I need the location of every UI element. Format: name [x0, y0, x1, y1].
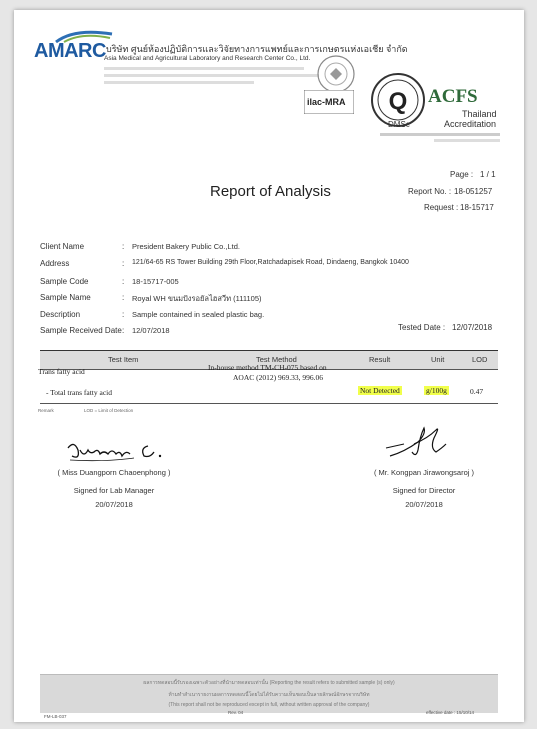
row-method-line-1: In-house method TM-CH-075 based on [208, 363, 327, 372]
report-page [14, 10, 524, 722]
field-colon: : [122, 259, 125, 268]
revision: Rev. 04 [228, 710, 244, 715]
right-signer-name: ( Mr. Kongpan Jirawongsaroj ) [373, 468, 475, 477]
effective-date: effective date : 15/10/14 [426, 710, 474, 715]
row-total-trans-fatty-acid-item: - Total trans fatty acid [46, 388, 112, 397]
header-result: Result [369, 355, 391, 364]
header-unit: Unit [431, 355, 445, 364]
address-line-3 [104, 81, 254, 84]
header-lod: LOD [472, 355, 488, 364]
page-value: 1 / 1 [480, 170, 496, 179]
footer-line-3: (This report shall not be reproduced except in full, without written approval of the company) [168, 702, 370, 708]
sample-name-value: Royal WH ขนมปังรอยัลไฮสวีท (111105) [132, 294, 262, 303]
ilac-mra-label: ilac-MRA [307, 97, 346, 107]
row-unit-value [424, 386, 449, 395]
sample-received-date-label: Sample Received Date [40, 326, 122, 335]
field-colon: : [122, 242, 125, 251]
right-signer-date: 20/07/2018 [405, 500, 443, 509]
accreditation-sub-line [434, 139, 500, 142]
header-test-method: Test Method [256, 355, 297, 364]
left-signature-icon [64, 438, 174, 464]
description-label: Description [40, 310, 81, 319]
address-line-1 [104, 67, 304, 70]
description-value: Sample contained in sealed plastic bag. [132, 310, 265, 319]
report-no-label: Report No. : [408, 187, 452, 196]
tested-date-label: Tested Date : [398, 323, 446, 332]
row-result-value [358, 386, 402, 395]
sample-name-label: Sample Name [40, 293, 91, 302]
row-method-line-2: AOAC (2012) 969.33, 996.06 [233, 373, 323, 382]
acfs-accreditation: Accreditation [444, 119, 497, 129]
unit-highlight: g/100g [426, 386, 447, 395]
ilac-mra-logo [304, 90, 354, 114]
address-value: 121/64-65 RS Tower Building 29th Floor,Ratchadapisek Road, Dindaeng, Bangkok 10400 [132, 259, 409, 266]
tested-date-value: 12/07/2018 [452, 323, 493, 332]
left-signer-role: Signed for Lab Manager [73, 486, 155, 495]
row-trans-fatty-acid-item: Trans fatty acid [38, 367, 85, 376]
page-label: Page : [450, 170, 474, 179]
sample-code-label: Sample Code [40, 277, 89, 286]
left-signer-name: ( Miss Duangporn Chaoenphong ) [57, 468, 171, 477]
acfs-logo: ACFS [428, 86, 478, 107]
header-test-item: Test Item [108, 355, 139, 364]
footer-disclaimer-band [40, 674, 498, 713]
field-colon: : [122, 310, 125, 319]
request-label: Request : [424, 203, 459, 212]
address-label: Address [40, 259, 70, 268]
table-bottom-rule [40, 403, 498, 404]
left-signer-date: 20/07/2018 [95, 500, 133, 509]
result-highlight: Not Detected [360, 386, 400, 395]
report-title: Report of Analysis [210, 183, 331, 200]
company-thai-name: บริษัท ศูนย์ห้องปฏิบัติการและวิจัยทางการแพทย์และการเกษตรแห่งเอเชีย จำกัด [106, 44, 408, 54]
acfs-logo-block [428, 86, 478, 108]
svg-text:Q: Q [388, 88, 408, 115]
form-code: FM-LB-037 [44, 714, 67, 719]
lab-seal-icon [316, 54, 356, 94]
right-signer-role: Signed for Director [392, 486, 456, 495]
remark-text: LOD = Limit of Detection [84, 408, 134, 413]
address-line-2 [104, 74, 319, 77]
acfs-thailand: Thailand [462, 109, 497, 119]
field-colon: : [122, 277, 125, 286]
field-colon: : [122, 326, 125, 335]
request-value: 18-15717 [460, 203, 494, 212]
amarc-logo: AMARC [34, 40, 106, 62]
footer-line-1: ผลการทดสอบนี้รับรองเฉพาะตัวอย่างที่นำมาทดสอบเท่านั้น (Reporting the result refers to submitted sample (s) only) [143, 680, 395, 686]
sample-received-date-value: 12/07/2018 [132, 326, 170, 335]
accreditation-number-line [380, 133, 500, 136]
row-lod-value: 0.47 [470, 387, 484, 396]
footer-line-2: ห้ามทำสำเนารายงานผลการทดสอบนี้โดยไม่ได้รับความเห็นชอบเป็นลายลักษณ์อักษรจากบริษัท [168, 692, 370, 698]
right-signature-icon [384, 422, 454, 462]
client-name-value: President Bakery Public Co.,Ltd. [132, 242, 240, 251]
sample-code-value: 18-15717-005 [132, 277, 179, 286]
report-no-value: 18-051257 [454, 187, 493, 196]
field-colon: : [122, 293, 125, 302]
remark-label: Remark [38, 408, 54, 413]
client-name-label: Client Name [40, 242, 85, 251]
company-english-name: Asia Medical and Agricultural Laboratory and Research Center Co., Ltd. [104, 55, 311, 62]
dmsc-label: DMSc [388, 120, 410, 129]
